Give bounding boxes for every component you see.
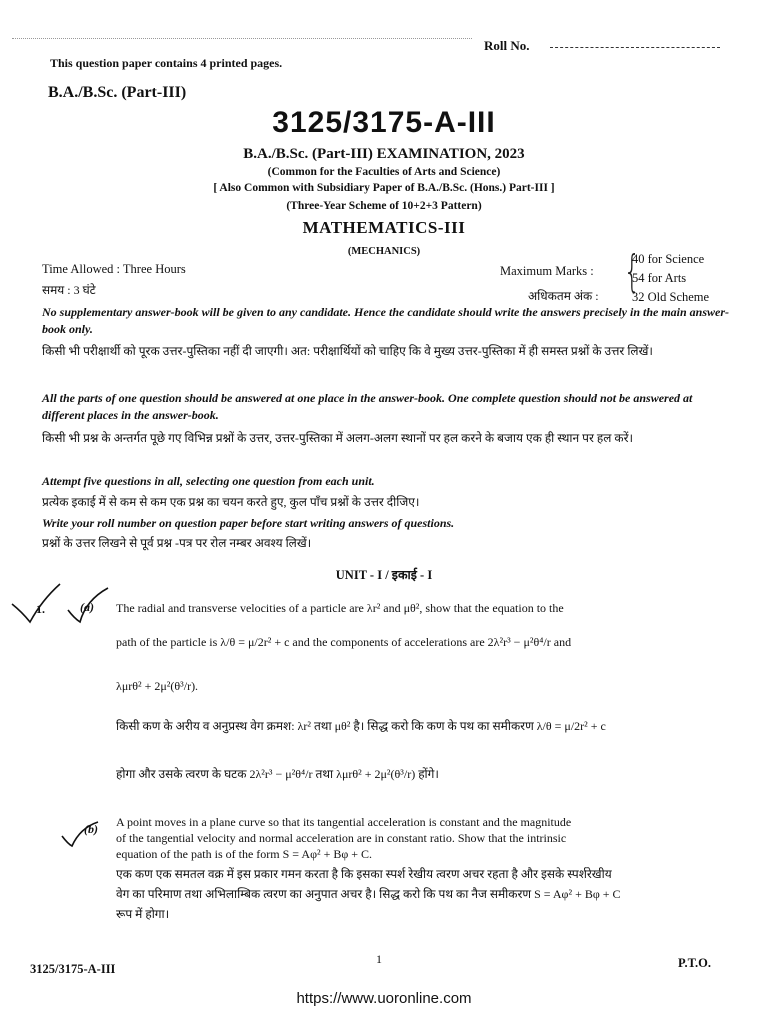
- source-url[interactable]: https://www.uoronline.com: [296, 990, 472, 1007]
- unit-heading: UNIT - I / इकाई - I: [335, 568, 433, 582]
- subject-title: MATHEMATICS-III: [302, 218, 466, 237]
- instruction-roll-number: Write your roll number on question paper before start writing answers of questions.: [42, 516, 455, 530]
- exam-title: B.A./B.Sc. (Part-III) EXAMINATION, 2023: [243, 146, 525, 162]
- page-count-note: This question paper contains 4 printed pages.: [50, 56, 283, 70]
- q1a-hindi-line1: किसी कण के अरीय व अनुप्रस्थ वेग क्रमश: λr² तथा μθ² है। सिद्ध करो कि कण के पथ का समीकरण λ/θ = μ/2r² + c: [116, 719, 606, 733]
- instruction-roll-number-hindi: प्रश्नों के उत्तर लिखने से पूर्व प्रश्न -पत्र पर रोल नम्बर अवश्य लिखें।: [42, 536, 312, 550]
- marks-list: [632, 250, 709, 307]
- question-number: 1.: [36, 602, 45, 616]
- marks-science: 40 for Science: [632, 252, 705, 266]
- instruction-attempt-five-hindi: प्रत्येक इकाई में से कम से कम एक प्रश्न का चयन करते हुए, कुल पाँच प्रश्नों के उत्तर दीजिए।: [42, 495, 420, 509]
- scheme: (Three-Year Scheme of 10+2+3 Pattern): [286, 200, 482, 212]
- roll-number-label: Roll No.: [484, 38, 530, 53]
- q1b-hindi-line1: एक कण एक समतल वक्र में इस प्रकार गमन करता है कि इसका स्पर्श रेखीय त्वरण अचर रहता है और इसके स्पर्शरेखीय: [116, 867, 612, 881]
- maximum-marks-label-hindi: अधिकतम अंक :: [528, 289, 599, 303]
- handwritten-tick-b: [58, 818, 108, 850]
- time-allowed-hindi: समय : 3 घंटे: [42, 283, 96, 297]
- marks-arts: 54 for Arts: [632, 271, 687, 285]
- instruction-supplementary: No supplementary answer-book will be given to any candidate. Hence the candidate should write the answers precisely in the main answer-book only.: [42, 305, 730, 336]
- q1b-line3: equation of the path is of the form S = Aφ² + Bφ + C.: [116, 847, 373, 861]
- instruction-one-place: All the parts of one question should be answered at one place in the answer-book. One complete question should not be answered at different places in the answer-book.: [42, 391, 693, 422]
- maximum-marks-label: Maximum Marks :: [500, 264, 594, 278]
- instruction-attempt-five: Attempt five questions in all, selecting one question from each unit.: [42, 474, 375, 488]
- question-part-a: (a): [80, 600, 94, 614]
- paper-code: 3125/3175-A-III: [272, 106, 496, 139]
- common-faculties: (Common for the Faculties of Arts and Science): [267, 166, 501, 178]
- q1a-line3: λμrθ² + 2μ²(θ³/r).: [116, 679, 199, 693]
- handwritten-tick-mark: [8, 582, 118, 632]
- scan-edge-line: [12, 38, 472, 40]
- q1b-hindi-line2: वेग का परिमाण तथा अभिलाम्बिक त्वरण का अनुपात अचर है। सिद्ध करो कि पथ का नैज समीकरण S = Aφ² + Bφ + C: [116, 887, 621, 901]
- instruction-one-place-hindi: किसी भी प्रश्न के अन्तर्गत पूछे गए विभिन्न प्रश्नों के उत्तर, उत्तर-पुस्तिका में अलग-अलग स्थानों पर हल करने के बजाय एक ही स्थान पर हल करें।: [42, 431, 634, 445]
- q1a-line2: path of the particle is λ/θ = μ/2r² + c and the components of accelerations are 2λ²r³ − μ²θ⁴/r and: [116, 635, 572, 649]
- roll-number-blank: [550, 47, 720, 48]
- please-turn-over: P.T.O.: [678, 956, 711, 970]
- instruction-supplementary-hindi: किसी भी परीक्षार्थी को पूरक उत्तर-पुस्तिका नहीं दी जाएगी। अत: परीक्षार्थियों को चाहिए कि वे मुख्य उत्तर-पुस्तिका में ही समस्त प्रश्नों के उत्तर लिखें।: [42, 344, 653, 358]
- q1a-line1: The radial and transverse velocities of a particle are λr² and μθ², show that the equation to the: [116, 601, 564, 615]
- course-name: B.A./B.Sc. (Part-III): [48, 84, 187, 101]
- marks-old-scheme: 32 Old Scheme: [632, 290, 710, 304]
- q1b-hindi-line3: रूप में होगा।: [116, 907, 170, 921]
- page-number: 1: [376, 952, 382, 966]
- time-allowed: Time Allowed : Three Hours: [42, 262, 186, 276]
- question-part-b: (b): [84, 822, 98, 836]
- q1a-hindi-line2: होगा और उसके त्वरण के घटक 2λ²r³ − μ²θ⁴/r तथा λμrθ² + 2μ²(θ³/r) होंगे।: [116, 767, 439, 781]
- footer-paper-code: 3125/3175-A-III: [30, 962, 116, 976]
- q1b-line1: A point moves in a plane curve so that its tangential acceleration is constant and the magnitude: [116, 815, 572, 829]
- marks-brace: {: [623, 246, 641, 297]
- subject-topic: (MECHANICS): [347, 246, 421, 257]
- also-common: [ Also Common with Subsidiary Paper of B.A./B.Sc. (Hons.) Part-III ]: [213, 182, 555, 194]
- q1b-line2: of the tangential velocity and normal acceleration are in constant ratio. Show that the intrinsic: [116, 831, 567, 845]
